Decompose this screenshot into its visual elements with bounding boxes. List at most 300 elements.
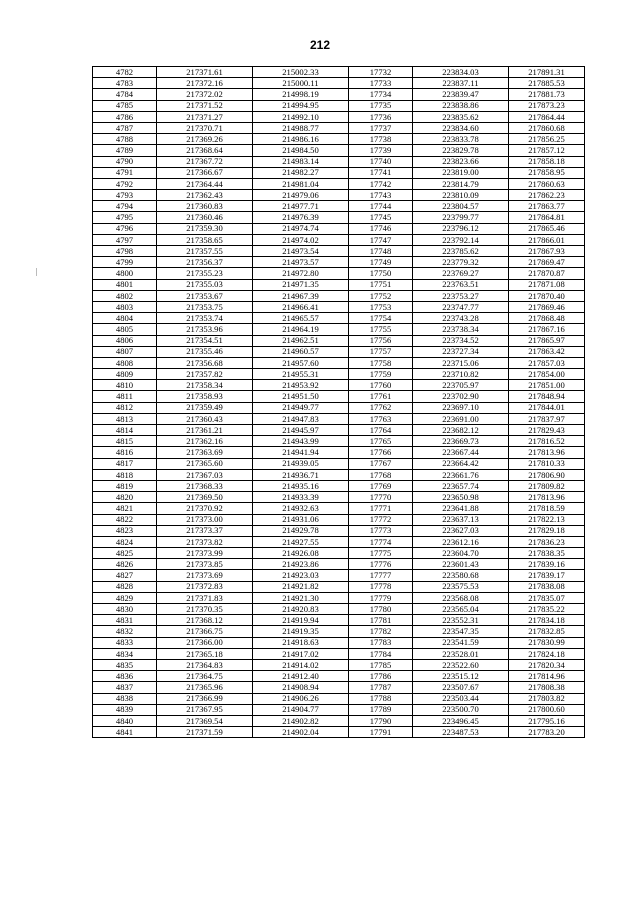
x-coordinate-cell: 217366.99 bbox=[157, 693, 253, 704]
table-row bbox=[93, 89, 585, 100]
point-id-cell: 17787 bbox=[349, 682, 413, 693]
y-coordinate-cell: 214955.31 bbox=[253, 369, 349, 380]
table-row bbox=[93, 425, 585, 436]
x-coordinate-cell: 217373.37 bbox=[157, 525, 253, 536]
point-id-cell: 4823 bbox=[93, 525, 157, 536]
table-row bbox=[93, 134, 585, 145]
y-coordinate-cell: 217848.94 bbox=[509, 391, 585, 402]
y-coordinate-cell: 217829.43 bbox=[509, 425, 585, 436]
table-row bbox=[93, 346, 585, 357]
x-coordinate-cell: 217371.83 bbox=[157, 592, 253, 603]
table-row bbox=[93, 413, 585, 424]
y-coordinate-cell: 217806.90 bbox=[509, 469, 585, 480]
point-id-cell: 4782 bbox=[93, 67, 157, 78]
y-coordinate-cell: 214921.82 bbox=[253, 581, 349, 592]
y-coordinate-cell: 214918.63 bbox=[253, 637, 349, 648]
table-row bbox=[93, 581, 585, 592]
table-row bbox=[93, 559, 585, 570]
point-id-cell: 17770 bbox=[349, 492, 413, 503]
x-coordinate-cell: 223785.62 bbox=[413, 246, 509, 257]
y-coordinate-cell: 214906.26 bbox=[253, 693, 349, 704]
y-coordinate-cell: 217816.52 bbox=[509, 436, 585, 447]
x-coordinate-cell: 217358.93 bbox=[157, 391, 253, 402]
x-coordinate-cell: 223727.34 bbox=[413, 346, 509, 357]
point-id-cell: 17773 bbox=[349, 525, 413, 536]
point-id-cell: 17766 bbox=[349, 447, 413, 458]
y-coordinate-cell: 217854.00 bbox=[509, 369, 585, 380]
table-row bbox=[93, 257, 585, 268]
x-coordinate-cell: 217362.43 bbox=[157, 190, 253, 201]
x-coordinate-cell: 217369.26 bbox=[157, 134, 253, 145]
y-coordinate-cell: 217835.22 bbox=[509, 604, 585, 615]
table-row bbox=[93, 78, 585, 89]
table-row bbox=[93, 570, 585, 581]
x-coordinate-cell: 223552.31 bbox=[413, 615, 509, 626]
x-coordinate-cell: 223568.08 bbox=[413, 592, 509, 603]
point-id-cell: 17754 bbox=[349, 313, 413, 324]
coordinates-table bbox=[92, 66, 585, 738]
x-coordinate-cell: 217372.16 bbox=[157, 78, 253, 89]
table-row bbox=[93, 67, 585, 78]
point-id-cell: 4798 bbox=[93, 246, 157, 257]
y-coordinate-cell: 217863.42 bbox=[509, 346, 585, 357]
x-coordinate-cell: 217357.55 bbox=[157, 246, 253, 257]
x-coordinate-cell: 223503.44 bbox=[413, 693, 509, 704]
x-coordinate-cell: 217366.67 bbox=[157, 167, 253, 178]
point-id-cell: 17782 bbox=[349, 626, 413, 637]
x-coordinate-cell: 223487.53 bbox=[413, 727, 509, 738]
y-coordinate-cell: 217865.97 bbox=[509, 335, 585, 346]
x-coordinate-cell: 223612.16 bbox=[413, 536, 509, 547]
table-row bbox=[93, 637, 585, 648]
x-coordinate-cell: 223547.35 bbox=[413, 626, 509, 637]
x-coordinate-cell: 223565.04 bbox=[413, 604, 509, 615]
table-row bbox=[93, 100, 585, 111]
x-coordinate-cell: 217358.65 bbox=[157, 234, 253, 245]
table-row bbox=[93, 122, 585, 133]
point-id-cell: 4820 bbox=[93, 492, 157, 503]
point-id-cell: 4793 bbox=[93, 190, 157, 201]
x-coordinate-cell: 217353.75 bbox=[157, 301, 253, 312]
y-coordinate-cell: 217851.00 bbox=[509, 380, 585, 391]
y-coordinate-cell: 217834.18 bbox=[509, 615, 585, 626]
point-id-cell: 17764 bbox=[349, 425, 413, 436]
point-id-cell: 17778 bbox=[349, 581, 413, 592]
table-row bbox=[93, 436, 585, 447]
x-coordinate-cell: 223769.27 bbox=[413, 268, 509, 279]
table-row bbox=[93, 246, 585, 257]
table-row bbox=[93, 592, 585, 603]
point-id-cell: 17774 bbox=[349, 536, 413, 547]
x-coordinate-cell: 223575.53 bbox=[413, 581, 509, 592]
y-coordinate-cell: 217838.08 bbox=[509, 581, 585, 592]
y-coordinate-cell: 214908.94 bbox=[253, 682, 349, 693]
x-coordinate-cell: 217364.44 bbox=[157, 178, 253, 189]
point-id-cell: 17736 bbox=[349, 111, 413, 122]
y-coordinate-cell: 214931.06 bbox=[253, 514, 349, 525]
y-coordinate-cell: 217885.53 bbox=[509, 78, 585, 89]
table-row bbox=[93, 447, 585, 458]
y-coordinate-cell: 217860.63 bbox=[509, 178, 585, 189]
point-id-cell: 4837 bbox=[93, 682, 157, 693]
table-row bbox=[93, 671, 585, 682]
x-coordinate-cell: 223650.98 bbox=[413, 492, 509, 503]
y-coordinate-cell: 217891.31 bbox=[509, 67, 585, 78]
x-coordinate-cell: 217361.21 bbox=[157, 425, 253, 436]
point-id-cell: 17756 bbox=[349, 335, 413, 346]
point-id-cell: 17732 bbox=[349, 67, 413, 78]
y-coordinate-cell: 214960.57 bbox=[253, 346, 349, 357]
y-coordinate-cell: 217866.01 bbox=[509, 234, 585, 245]
x-coordinate-cell: 217355.46 bbox=[157, 346, 253, 357]
y-coordinate-cell: 214953.92 bbox=[253, 380, 349, 391]
table-row bbox=[93, 156, 585, 167]
point-id-cell: 4799 bbox=[93, 257, 157, 268]
point-id-cell: 4790 bbox=[93, 156, 157, 167]
y-coordinate-cell: 214933.39 bbox=[253, 492, 349, 503]
x-coordinate-cell: 217368.64 bbox=[157, 145, 253, 156]
point-id-cell: 17762 bbox=[349, 402, 413, 413]
point-id-cell: 4833 bbox=[93, 637, 157, 648]
y-coordinate-cell: 217803.82 bbox=[509, 693, 585, 704]
point-id-cell: 4802 bbox=[93, 290, 157, 301]
y-coordinate-cell: 214941.94 bbox=[253, 447, 349, 458]
point-id-cell: 4839 bbox=[93, 704, 157, 715]
y-coordinate-cell: 217813.96 bbox=[509, 447, 585, 458]
x-coordinate-cell: 223604.70 bbox=[413, 548, 509, 559]
x-coordinate-cell: 217373.99 bbox=[157, 548, 253, 559]
y-coordinate-cell: 215000.11 bbox=[253, 78, 349, 89]
x-coordinate-cell: 223705.97 bbox=[413, 380, 509, 391]
point-id-cell: 4814 bbox=[93, 425, 157, 436]
y-coordinate-cell: 217810.33 bbox=[509, 458, 585, 469]
x-coordinate-cell: 217359.49 bbox=[157, 402, 253, 413]
table-row bbox=[93, 324, 585, 335]
x-coordinate-cell: 217367.95 bbox=[157, 704, 253, 715]
y-coordinate-cell: 214936.71 bbox=[253, 469, 349, 480]
point-id-cell: 17740 bbox=[349, 156, 413, 167]
y-coordinate-cell: 214966.41 bbox=[253, 301, 349, 312]
y-coordinate-cell: 214964.19 bbox=[253, 324, 349, 335]
table-row bbox=[93, 615, 585, 626]
x-coordinate-cell: 217368.12 bbox=[157, 615, 253, 626]
x-coordinate-cell: 223691.00 bbox=[413, 413, 509, 424]
point-id-cell: 17751 bbox=[349, 279, 413, 290]
x-coordinate-cell: 217366.75 bbox=[157, 626, 253, 637]
y-coordinate-cell: 214979.06 bbox=[253, 190, 349, 201]
x-coordinate-cell: 223796.12 bbox=[413, 223, 509, 234]
point-id-cell: 4825 bbox=[93, 548, 157, 559]
table-row bbox=[93, 604, 585, 615]
y-coordinate-cell: 214912.40 bbox=[253, 671, 349, 682]
table-row bbox=[93, 178, 585, 189]
point-id-cell: 4832 bbox=[93, 626, 157, 637]
table-row bbox=[93, 212, 585, 223]
y-coordinate-cell: 217808.38 bbox=[509, 682, 585, 693]
x-coordinate-cell: 223814.79 bbox=[413, 178, 509, 189]
x-coordinate-cell: 217372.83 bbox=[157, 581, 253, 592]
y-coordinate-cell: 214984.50 bbox=[253, 145, 349, 156]
point-id-cell: 17776 bbox=[349, 559, 413, 570]
x-coordinate-cell: 217360.46 bbox=[157, 212, 253, 223]
point-id-cell: 17786 bbox=[349, 671, 413, 682]
y-coordinate-cell: 214971.35 bbox=[253, 279, 349, 290]
point-id-cell: 4817 bbox=[93, 458, 157, 469]
table-row bbox=[93, 145, 585, 156]
point-id-cell: 4824 bbox=[93, 536, 157, 547]
x-coordinate-cell: 217358.34 bbox=[157, 380, 253, 391]
x-coordinate-cell: 217370.92 bbox=[157, 503, 253, 514]
point-id-cell: 4835 bbox=[93, 659, 157, 670]
point-id-cell: 4818 bbox=[93, 469, 157, 480]
x-coordinate-cell: 223515.12 bbox=[413, 671, 509, 682]
point-id-cell: 4792 bbox=[93, 178, 157, 189]
x-coordinate-cell: 217365.18 bbox=[157, 648, 253, 659]
point-id-cell: 4788 bbox=[93, 134, 157, 145]
y-coordinate-cell: 217836.23 bbox=[509, 536, 585, 547]
y-coordinate-cell: 217824.18 bbox=[509, 648, 585, 659]
y-coordinate-cell: 214974.74 bbox=[253, 223, 349, 234]
y-coordinate-cell: 217829.18 bbox=[509, 525, 585, 536]
point-id-cell: 4830 bbox=[93, 604, 157, 615]
y-coordinate-cell: 214973.54 bbox=[253, 246, 349, 257]
y-coordinate-cell: 217863.77 bbox=[509, 201, 585, 212]
x-coordinate-cell: 217371.52 bbox=[157, 100, 253, 111]
table-row bbox=[93, 626, 585, 637]
table-row bbox=[93, 458, 585, 469]
table-row bbox=[93, 503, 585, 514]
point-id-cell: 4794 bbox=[93, 201, 157, 212]
x-coordinate-cell: 223734.52 bbox=[413, 335, 509, 346]
point-id-cell: 4811 bbox=[93, 391, 157, 402]
point-id-cell: 4784 bbox=[93, 89, 157, 100]
y-coordinate-cell: 214920.83 bbox=[253, 604, 349, 615]
point-id-cell: 17780 bbox=[349, 604, 413, 615]
y-coordinate-cell: 217809.82 bbox=[509, 480, 585, 491]
table-row bbox=[93, 290, 585, 301]
x-coordinate-cell: 217367.03 bbox=[157, 469, 253, 480]
y-coordinate-cell: 214957.60 bbox=[253, 357, 349, 368]
y-coordinate-cell: 214962.51 bbox=[253, 335, 349, 346]
x-coordinate-cell: 223669.73 bbox=[413, 436, 509, 447]
point-id-cell: 17781 bbox=[349, 615, 413, 626]
y-coordinate-cell: 217830.99 bbox=[509, 637, 585, 648]
table-row bbox=[93, 525, 585, 536]
point-id-cell: 17785 bbox=[349, 659, 413, 670]
point-id-cell: 4785 bbox=[93, 100, 157, 111]
y-coordinate-cell: 217857.03 bbox=[509, 357, 585, 368]
point-id-cell: 17759 bbox=[349, 369, 413, 380]
y-coordinate-cell: 217870.40 bbox=[509, 290, 585, 301]
y-coordinate-cell: 214949.77 bbox=[253, 402, 349, 413]
point-id-cell: 17771 bbox=[349, 503, 413, 514]
x-coordinate-cell: 223580.68 bbox=[413, 570, 509, 581]
point-id-cell: 17788 bbox=[349, 693, 413, 704]
y-coordinate-cell: 217839.17 bbox=[509, 570, 585, 581]
point-id-cell: 4813 bbox=[93, 413, 157, 424]
table-row bbox=[93, 380, 585, 391]
y-coordinate-cell: 215002.33 bbox=[253, 67, 349, 78]
y-coordinate-cell: 214932.63 bbox=[253, 503, 349, 514]
point-id-cell: 4822 bbox=[93, 514, 157, 525]
y-coordinate-cell: 214927.55 bbox=[253, 536, 349, 547]
point-id-cell: 17743 bbox=[349, 190, 413, 201]
point-id-cell: 17763 bbox=[349, 413, 413, 424]
x-coordinate-cell: 223697.10 bbox=[413, 402, 509, 413]
point-id-cell: 4809 bbox=[93, 369, 157, 380]
point-id-cell: 4831 bbox=[93, 615, 157, 626]
x-coordinate-cell: 217354.51 bbox=[157, 335, 253, 346]
x-coordinate-cell: 217356.37 bbox=[157, 257, 253, 268]
point-id-cell: 4791 bbox=[93, 167, 157, 178]
y-coordinate-cell: 217813.96 bbox=[509, 492, 585, 503]
point-id-cell: 17769 bbox=[349, 480, 413, 491]
table-row bbox=[93, 111, 585, 122]
y-coordinate-cell: 214943.99 bbox=[253, 436, 349, 447]
x-coordinate-cell: 217371.27 bbox=[157, 111, 253, 122]
x-coordinate-cell: 217373.69 bbox=[157, 570, 253, 581]
x-coordinate-cell: 217355.23 bbox=[157, 268, 253, 279]
x-coordinate-cell: 223810.09 bbox=[413, 190, 509, 201]
x-coordinate-cell: 223682.12 bbox=[413, 425, 509, 436]
table-row bbox=[93, 514, 585, 525]
table-row bbox=[93, 469, 585, 480]
table-row bbox=[93, 234, 585, 245]
x-coordinate-cell: 223839.47 bbox=[413, 89, 509, 100]
point-id-cell: 4807 bbox=[93, 346, 157, 357]
x-coordinate-cell: 223664.42 bbox=[413, 458, 509, 469]
point-id-cell: 4834 bbox=[93, 648, 157, 659]
point-id-cell: 4838 bbox=[93, 693, 157, 704]
point-id-cell: 4783 bbox=[93, 78, 157, 89]
point-id-cell: 17745 bbox=[349, 212, 413, 223]
point-id-cell: 17753 bbox=[349, 301, 413, 312]
x-coordinate-cell: 223715.06 bbox=[413, 357, 509, 368]
y-coordinate-cell: 217869.46 bbox=[509, 301, 585, 312]
y-coordinate-cell: 214992.10 bbox=[253, 111, 349, 122]
x-coordinate-cell: 223500.70 bbox=[413, 704, 509, 715]
table-row bbox=[93, 369, 585, 380]
table-row bbox=[93, 659, 585, 670]
point-id-cell: 17755 bbox=[349, 324, 413, 335]
point-id-cell: 4789 bbox=[93, 145, 157, 156]
y-coordinate-cell: 214976.39 bbox=[253, 212, 349, 223]
table-row bbox=[93, 548, 585, 559]
point-id-cell: 4829 bbox=[93, 592, 157, 603]
y-coordinate-cell: 214929.78 bbox=[253, 525, 349, 536]
y-coordinate-cell: 214923.03 bbox=[253, 570, 349, 581]
point-id-cell: 17765 bbox=[349, 436, 413, 447]
y-coordinate-cell: 214967.39 bbox=[253, 290, 349, 301]
x-coordinate-cell: 223833.78 bbox=[413, 134, 509, 145]
x-coordinate-cell: 217367.72 bbox=[157, 156, 253, 167]
point-id-cell: 17775 bbox=[349, 548, 413, 559]
x-coordinate-cell: 223838.86 bbox=[413, 100, 509, 111]
y-coordinate-cell: 217864.44 bbox=[509, 111, 585, 122]
x-coordinate-cell: 217369.50 bbox=[157, 492, 253, 503]
point-id-cell: 4797 bbox=[93, 234, 157, 245]
y-coordinate-cell: 217873.23 bbox=[509, 100, 585, 111]
y-coordinate-cell: 214926.08 bbox=[253, 548, 349, 559]
table-row bbox=[93, 715, 585, 726]
x-coordinate-cell: 223601.43 bbox=[413, 559, 509, 570]
x-coordinate-cell: 223661.76 bbox=[413, 469, 509, 480]
point-id-cell: 17748 bbox=[349, 246, 413, 257]
y-coordinate-cell: 214919.35 bbox=[253, 626, 349, 637]
y-coordinate-cell: 217838.35 bbox=[509, 548, 585, 559]
x-coordinate-cell: 217364.75 bbox=[157, 671, 253, 682]
x-coordinate-cell: 217355.03 bbox=[157, 279, 253, 290]
point-id-cell: 17760 bbox=[349, 380, 413, 391]
y-coordinate-cell: 217856.25 bbox=[509, 134, 585, 145]
x-coordinate-cell: 223804.57 bbox=[413, 201, 509, 212]
y-coordinate-cell: 217844.01 bbox=[509, 402, 585, 413]
y-coordinate-cell: 217800.60 bbox=[509, 704, 585, 715]
margin-mark bbox=[36, 268, 37, 276]
x-coordinate-cell: 217371.59 bbox=[157, 727, 253, 738]
x-coordinate-cell: 217373.85 bbox=[157, 559, 253, 570]
x-coordinate-cell: 223641.88 bbox=[413, 503, 509, 514]
x-coordinate-cell: 223823.66 bbox=[413, 156, 509, 167]
x-coordinate-cell: 217357.82 bbox=[157, 369, 253, 380]
x-coordinate-cell: 217371.61 bbox=[157, 67, 253, 78]
x-coordinate-cell: 217364.83 bbox=[157, 659, 253, 670]
point-id-cell: 17758 bbox=[349, 357, 413, 368]
point-id-cell: 17772 bbox=[349, 514, 413, 525]
y-coordinate-cell: 214998.19 bbox=[253, 89, 349, 100]
x-coordinate-cell: 217359.30 bbox=[157, 223, 253, 234]
point-id-cell: 4803 bbox=[93, 301, 157, 312]
point-id-cell: 4815 bbox=[93, 436, 157, 447]
x-coordinate-cell: 217353.67 bbox=[157, 290, 253, 301]
y-coordinate-cell: 217868.48 bbox=[509, 313, 585, 324]
y-coordinate-cell: 217867.93 bbox=[509, 246, 585, 257]
x-coordinate-cell: 223819.00 bbox=[413, 167, 509, 178]
point-id-cell: 17789 bbox=[349, 704, 413, 715]
table-row bbox=[93, 693, 585, 704]
point-id-cell: 17791 bbox=[349, 727, 413, 738]
x-coordinate-cell: 217363.69 bbox=[157, 447, 253, 458]
y-coordinate-cell: 217858.18 bbox=[509, 156, 585, 167]
point-id-cell: 4786 bbox=[93, 111, 157, 122]
point-id-cell: 4800 bbox=[93, 268, 157, 279]
point-id-cell: 17777 bbox=[349, 570, 413, 581]
y-coordinate-cell: 217839.16 bbox=[509, 559, 585, 570]
x-coordinate-cell: 217369.54 bbox=[157, 715, 253, 726]
y-coordinate-cell: 217818.59 bbox=[509, 503, 585, 514]
x-coordinate-cell: 223522.60 bbox=[413, 659, 509, 670]
table-row bbox=[93, 391, 585, 402]
y-coordinate-cell: 214947.83 bbox=[253, 413, 349, 424]
x-coordinate-cell: 217373.00 bbox=[157, 514, 253, 525]
point-id-cell: 17741 bbox=[349, 167, 413, 178]
point-id-cell: 17746 bbox=[349, 223, 413, 234]
table-row bbox=[93, 301, 585, 312]
point-id-cell: 17739 bbox=[349, 145, 413, 156]
y-coordinate-cell: 217835.07 bbox=[509, 592, 585, 603]
y-coordinate-cell: 214994.95 bbox=[253, 100, 349, 111]
table-row bbox=[93, 727, 585, 738]
point-id-cell: 4810 bbox=[93, 380, 157, 391]
point-id-cell: 4805 bbox=[93, 324, 157, 335]
point-id-cell: 4828 bbox=[93, 581, 157, 592]
point-id-cell: 4840 bbox=[93, 715, 157, 726]
point-id-cell: 4801 bbox=[93, 279, 157, 290]
y-coordinate-cell: 217867.16 bbox=[509, 324, 585, 335]
point-id-cell: 4796 bbox=[93, 223, 157, 234]
point-id-cell: 17783 bbox=[349, 637, 413, 648]
table-row bbox=[93, 648, 585, 659]
